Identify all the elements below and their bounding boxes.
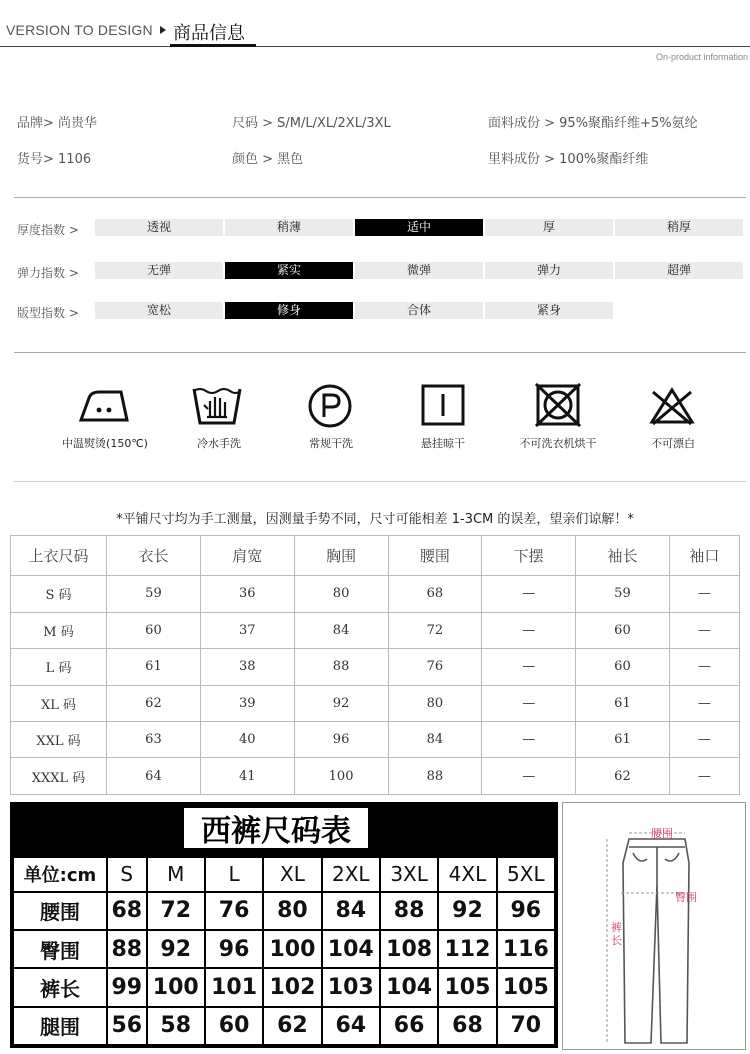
table-cell: 105 [498,969,554,1005]
pants-size-header: 5XL [498,858,554,891]
table-cell: 68 [388,576,482,612]
table-row [14,969,554,1005]
table-cell: 116 [498,931,554,967]
table-header-cell: 袖长 [576,536,670,576]
table-row [11,649,740,685]
table-cell: 88 [381,893,437,929]
table-cell: L 码 [11,649,107,685]
table-cell: 72 [148,893,204,929]
table-cell: XXXL 码 [11,758,107,795]
table-header-row [11,536,740,576]
table-row [11,758,740,795]
header-divider [0,46,750,47]
table-cell: — [482,649,576,685]
pants-diagram [562,802,746,1050]
table-cell: — [482,758,576,795]
index-option: 微弹 [355,262,483,279]
table-cell: — [482,685,576,721]
care-label: 冷水手洗 [197,437,241,450]
table-cell: 68 [439,1008,495,1044]
table-cell: M 码 [11,612,107,648]
pants-table-title: 西裤尺码表 [201,814,351,849]
table-cell: 96 [206,931,262,967]
table-cell: 60 [206,1008,262,1044]
table-cell: 61 [107,649,201,685]
table-cell: 38 [200,649,294,685]
table-cell: 80 [294,576,388,612]
pants-row-label: 腿围 [14,1008,106,1044]
table-header-cell: 衣长 [107,536,201,576]
table-cell: 40 [200,722,294,758]
table-cell: — [669,649,739,685]
table-row [11,685,740,721]
table-cell: 96 [498,893,554,929]
table-cell: 88 [108,931,146,967]
table-cell: 105 [439,969,495,1005]
table-header-cell: 袖口 [669,536,739,576]
table-cell: 108 [381,931,437,967]
no-tumble-dry-icon [535,383,581,427]
header-title-en: VERSION TO DESIGN [6,22,153,38]
table-cell: 64 [107,758,201,795]
table-cell: 104 [323,931,379,967]
pants-row-label: 裤长 [14,969,106,1005]
table-cell: 92 [439,893,495,929]
pants-label-waist: 腰围 [651,827,673,840]
table-cell: 66 [381,1008,437,1044]
index-option: 宽松 [95,302,223,319]
care-label: 不可洗衣机烘干 [519,437,597,450]
info-fabric: 面料成份 > 95%聚酯纤维+5%氨纶 [488,116,698,131]
index-option: 稍薄 [225,219,353,236]
index-label-thickness: 厚度指数 > [17,223,79,237]
table-cell: — [482,612,576,648]
pants-size-row [14,858,554,891]
table-cell: 80 [264,893,320,929]
pants-label-length: 裤长 [611,921,622,947]
table-cell: 112 [439,931,495,967]
index-label-fit: 版型指数 > [17,306,79,320]
table-cell: 61 [576,722,670,758]
table-header-cell: 上衣尺码 [11,536,107,576]
table-cell: 80 [388,685,482,721]
info-size: 尺码 > S/M/L/XL/2XL/3XL [232,116,391,131]
pants-size-header: S [108,858,146,891]
table-cell: 62 [264,1008,320,1044]
table-cell: 61 [576,685,670,721]
table-cell: 60 [576,649,670,685]
pants-label-hip: 臀围 [675,891,697,904]
table-cell: 88 [294,649,388,685]
table-cell: 99 [108,969,146,1005]
table-cell: 100 [294,758,388,795]
table-cell: 62 [107,685,201,721]
table-cell: 100 [264,931,320,967]
table-cell: S 码 [11,576,107,612]
care-label: 不可漂白 [651,437,695,450]
table-cell: — [669,722,739,758]
table-cell: 63 [107,722,201,758]
index-label-elasticity: 弹力指数 > [17,266,79,280]
pants-size-table [12,856,556,1046]
dry-clean-p-icon [307,383,353,429]
triangle-right-icon [160,26,166,34]
measurement-notice: *平铺尺寸均为手工测量，因测量手势不同，尺寸可能相差 1-3CM 的误差，望亲们谅解！* [116,512,634,527]
table-cell: 72 [388,612,482,648]
table-header-cell: 下摆 [482,536,576,576]
pants-unit-label: 单位:cm [14,858,106,891]
index-option: 弹力 [485,262,613,279]
care-label: 悬挂晾干 [421,437,465,450]
header-subtitle: On-product information [655,52,748,62]
pants-size-header: 3XL [381,858,437,891]
table-cell: — [669,758,739,795]
pants-row-label: 臀围 [14,931,106,967]
table-cell: 58 [148,1008,204,1044]
index-option: 稍厚 [615,219,743,236]
table-cell: 102 [264,969,320,1005]
index-option: 紧实 [225,262,353,279]
table-cell: 100 [148,969,204,1005]
table-cell: 76 [388,649,482,685]
pants-size-header: 2XL [323,858,379,891]
table-cell: — [669,576,739,612]
table-cell: 41 [200,758,294,795]
info-color: 颜色 > 黑色 [232,152,304,167]
table-row [14,893,554,929]
cold-hand-wash-icon [192,383,242,425]
table-row [11,576,740,612]
table-header-cell: 胸围 [294,536,388,576]
index-option: 适中 [355,219,483,236]
table-cell: 68 [108,893,146,929]
table-cell: 92 [294,685,388,721]
no-bleach-icon [649,386,695,426]
table-row [11,722,740,758]
table-cell: — [482,576,576,612]
table-cell: — [482,722,576,758]
hang-dry-icon [421,384,465,426]
pants-size-header: XL [264,858,320,891]
index-option: 厚 [485,219,613,236]
section-divider [14,197,746,198]
table-cell: — [669,612,739,648]
table-cell: 96 [294,722,388,758]
table-cell: 103 [323,969,379,1005]
table-cell: 101 [206,969,262,1005]
table-cell: 104 [381,969,437,1005]
table-cell: 36 [200,576,294,612]
table-cell: 60 [576,612,670,648]
care-label: 常规干洗 [309,437,353,450]
table-cell: 84 [323,893,379,929]
table-row [14,1008,554,1044]
table-cell: XXL 码 [11,722,107,758]
table-cell: 62 [576,758,670,795]
index-option: 透视 [95,219,223,236]
table-cell: 37 [200,612,294,648]
care-label: 中温熨烫(150℃) [62,437,148,450]
info-brand: 品牌> 尚贵华 [17,116,98,131]
table-cell: 59 [576,576,670,612]
table-cell: 70 [498,1008,554,1044]
header-underline [170,44,256,47]
top-size-table [10,535,740,795]
index-option: 修身 [225,302,353,319]
table-cell: 60 [107,612,201,648]
header-title-cn: 商品信息 [173,23,245,44]
info-lining: 里料成份 > 100%聚酯纤维 [488,152,649,167]
index-option: 合体 [355,302,483,319]
table-row [11,612,740,648]
pants-size-header: M [148,858,204,891]
table-header-cell: 肩宽 [200,536,294,576]
section-divider [14,352,746,353]
table-cell: 59 [107,576,201,612]
table-cell: 92 [148,931,204,967]
pants-size-header: 4XL [439,858,495,891]
index-option: 超弹 [615,262,743,279]
table-cell: 64 [323,1008,379,1044]
table-cell: 84 [388,722,482,758]
table-cell: 88 [388,758,482,795]
table-cell: — [669,685,739,721]
section-divider [14,481,746,482]
pants-row-label: 腰围 [14,893,106,929]
iron-medium-icon [77,388,131,424]
pants-size-header: L [206,858,262,891]
table-header-cell: 腰围 [388,536,482,576]
table-cell: XL 码 [11,685,107,721]
index-option: 紧身 [485,302,613,319]
table-cell: 39 [200,685,294,721]
table-cell: 84 [294,612,388,648]
table-row [14,931,554,967]
index-option: 无弹 [95,262,223,279]
info-item-no: 货号> 1106 [17,152,92,167]
table-cell: 76 [206,893,262,929]
table-cell: 56 [108,1008,146,1044]
